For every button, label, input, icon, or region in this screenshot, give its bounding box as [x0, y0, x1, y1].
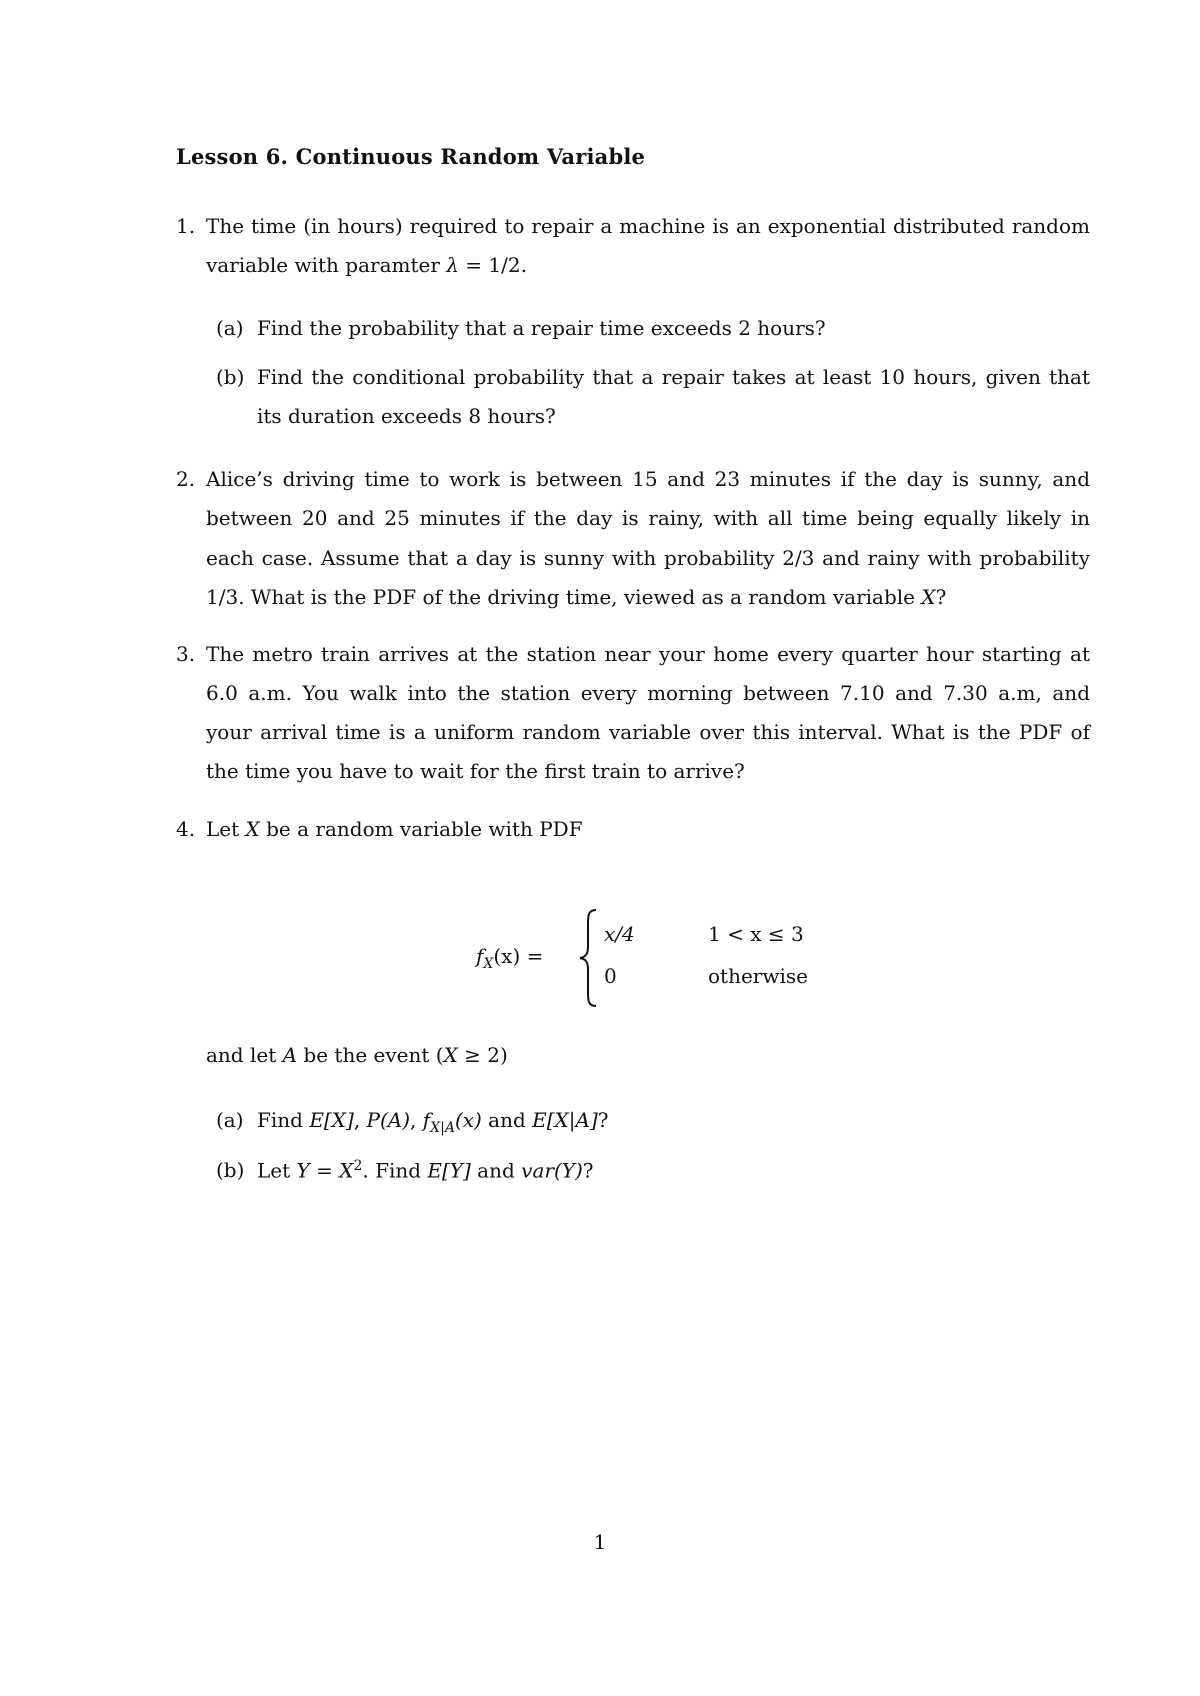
q4a-sep-2: , — [410, 1108, 423, 1132]
q2-line-4-end: ? — [935, 585, 947, 609]
q2-line-4-text: 1/3. What is the PDF of the driving time, viewed as a random variable — [206, 585, 922, 609]
page-number: 1 — [593, 1530, 607, 1554]
pdf-formula — [476, 908, 836, 1008]
q1b-label: (b) — [216, 365, 245, 389]
event-text-1: and let — [206, 1043, 283, 1067]
q3-number: 3. — [176, 642, 196, 666]
q4b-y: Y — [296, 1158, 310, 1183]
case-2-value: 0 — [604, 964, 617, 988]
q1a-text: Find the probability that a repair time exceeds 2 hours? — [257, 316, 826, 340]
left-brace-icon — [576, 908, 600, 1008]
formula-lhs — [476, 944, 543, 972]
q4-line-1-text: Let — [206, 817, 246, 841]
q3-line-2: 6.0 a.m. You walk into the station every morning between 7.10 and 7.30 a.m, and — [206, 681, 1090, 705]
q4a-label: (a) — [216, 1108, 244, 1132]
case-1-value: x/4 — [604, 922, 635, 946]
formula-subscript: X — [483, 956, 494, 972]
q2-line-4 — [206, 585, 1090, 609]
q4-line-1 — [206, 817, 1090, 841]
q4a-text — [257, 1108, 1090, 1136]
q4-number: 4. — [176, 817, 196, 841]
q4b-exponent: 2 — [353, 1158, 363, 1174]
q3-line-1: The metro train arrives at the station near your home every quarter hour starting at — [206, 642, 1090, 666]
q1b-line-2: its duration exceeds 8 hours? — [257, 404, 556, 428]
q1-number: 1. — [176, 214, 196, 238]
q4b-variance: var(Y) — [521, 1158, 583, 1183]
q1-line-1: The time (in hours) required to repair a machine is an exponential distributed random — [206, 214, 1090, 238]
q4a-cond-pdf: f — [422, 1108, 431, 1132]
q4a-find: Find — [257, 1108, 310, 1132]
lambda-symbol: λ — [446, 253, 459, 277]
q4a-cond-pdf-sub: X|A — [430, 1120, 455, 1136]
case-2-condition: otherwise — [708, 964, 808, 988]
event-var-a: A — [282, 1043, 298, 1067]
q4a-expectation: E[X] — [309, 1108, 354, 1132]
q2-line-3: each case. Assume that a day is sunny with probability 2/3 and rainy with probability — [206, 546, 1090, 570]
q1-line-2-text: variable with paramter — [206, 253, 447, 277]
q4b-ey: E[Y] — [427, 1158, 471, 1183]
q4b-and: and — [470, 1158, 522, 1183]
q4a-end: ? — [597, 1108, 609, 1132]
q1b-line-1: Find the conditional probability that a repair takes at least 10 hours, given that — [257, 365, 1090, 389]
event-var-x: X — [443, 1043, 458, 1067]
q4b-label: (b) — [216, 1158, 245, 1182]
formula-f: f — [476, 944, 484, 968]
q4b-find: . Find — [362, 1158, 428, 1183]
q4a-cond-expectation: E[X|A] — [532, 1108, 598, 1132]
q4-event-line — [206, 1043, 1090, 1067]
q2-line-1: Alice’s driving time to work is between 15 and 23 minutes if the day is sunny, and — [206, 467, 1090, 491]
q4a-sep-1: , — [353, 1108, 367, 1132]
event-text-2: be the event ( — [297, 1043, 444, 1067]
q1-line-2-value: = 1/2. — [458, 253, 527, 277]
q4a-and: and — [481, 1108, 533, 1132]
q4a-probability: P(A) — [366, 1108, 411, 1132]
q4b-let: Let — [257, 1158, 297, 1183]
q1a-label: (a) — [216, 316, 244, 340]
q2-number: 2. — [176, 467, 196, 491]
q1-line-2 — [206, 253, 1090, 277]
q2-var-x: X — [921, 585, 936, 609]
lesson-title: Lesson 6. Continuous Random Variable — [176, 144, 646, 169]
event-text-3: ≥ 2) — [457, 1043, 508, 1067]
q4b-end: ? — [582, 1158, 594, 1183]
q4b-x: X — [339, 1158, 354, 1183]
q4b-eq: = — [309, 1158, 340, 1183]
case-1-condition: 1 < x ≤ 3 — [708, 922, 804, 946]
q4b-text — [257, 1158, 1090, 1183]
q4a-cond-pdf-arg: (x) — [454, 1108, 482, 1132]
formula-arg: (x) = — [493, 944, 544, 968]
q4-line-1-end: be a random variable with PDF — [259, 817, 583, 841]
q4-var-x: X — [245, 817, 260, 841]
q3-line-3: your arrival time is a uniform random variable over this interval. What is the PDF of — [206, 720, 1090, 744]
q2-line-2: between 20 and 25 minutes if the day is rainy, with all time being equally likely in — [206, 506, 1090, 530]
q3-line-4: the time you have to wait for the first train to arrive? — [206, 759, 745, 783]
